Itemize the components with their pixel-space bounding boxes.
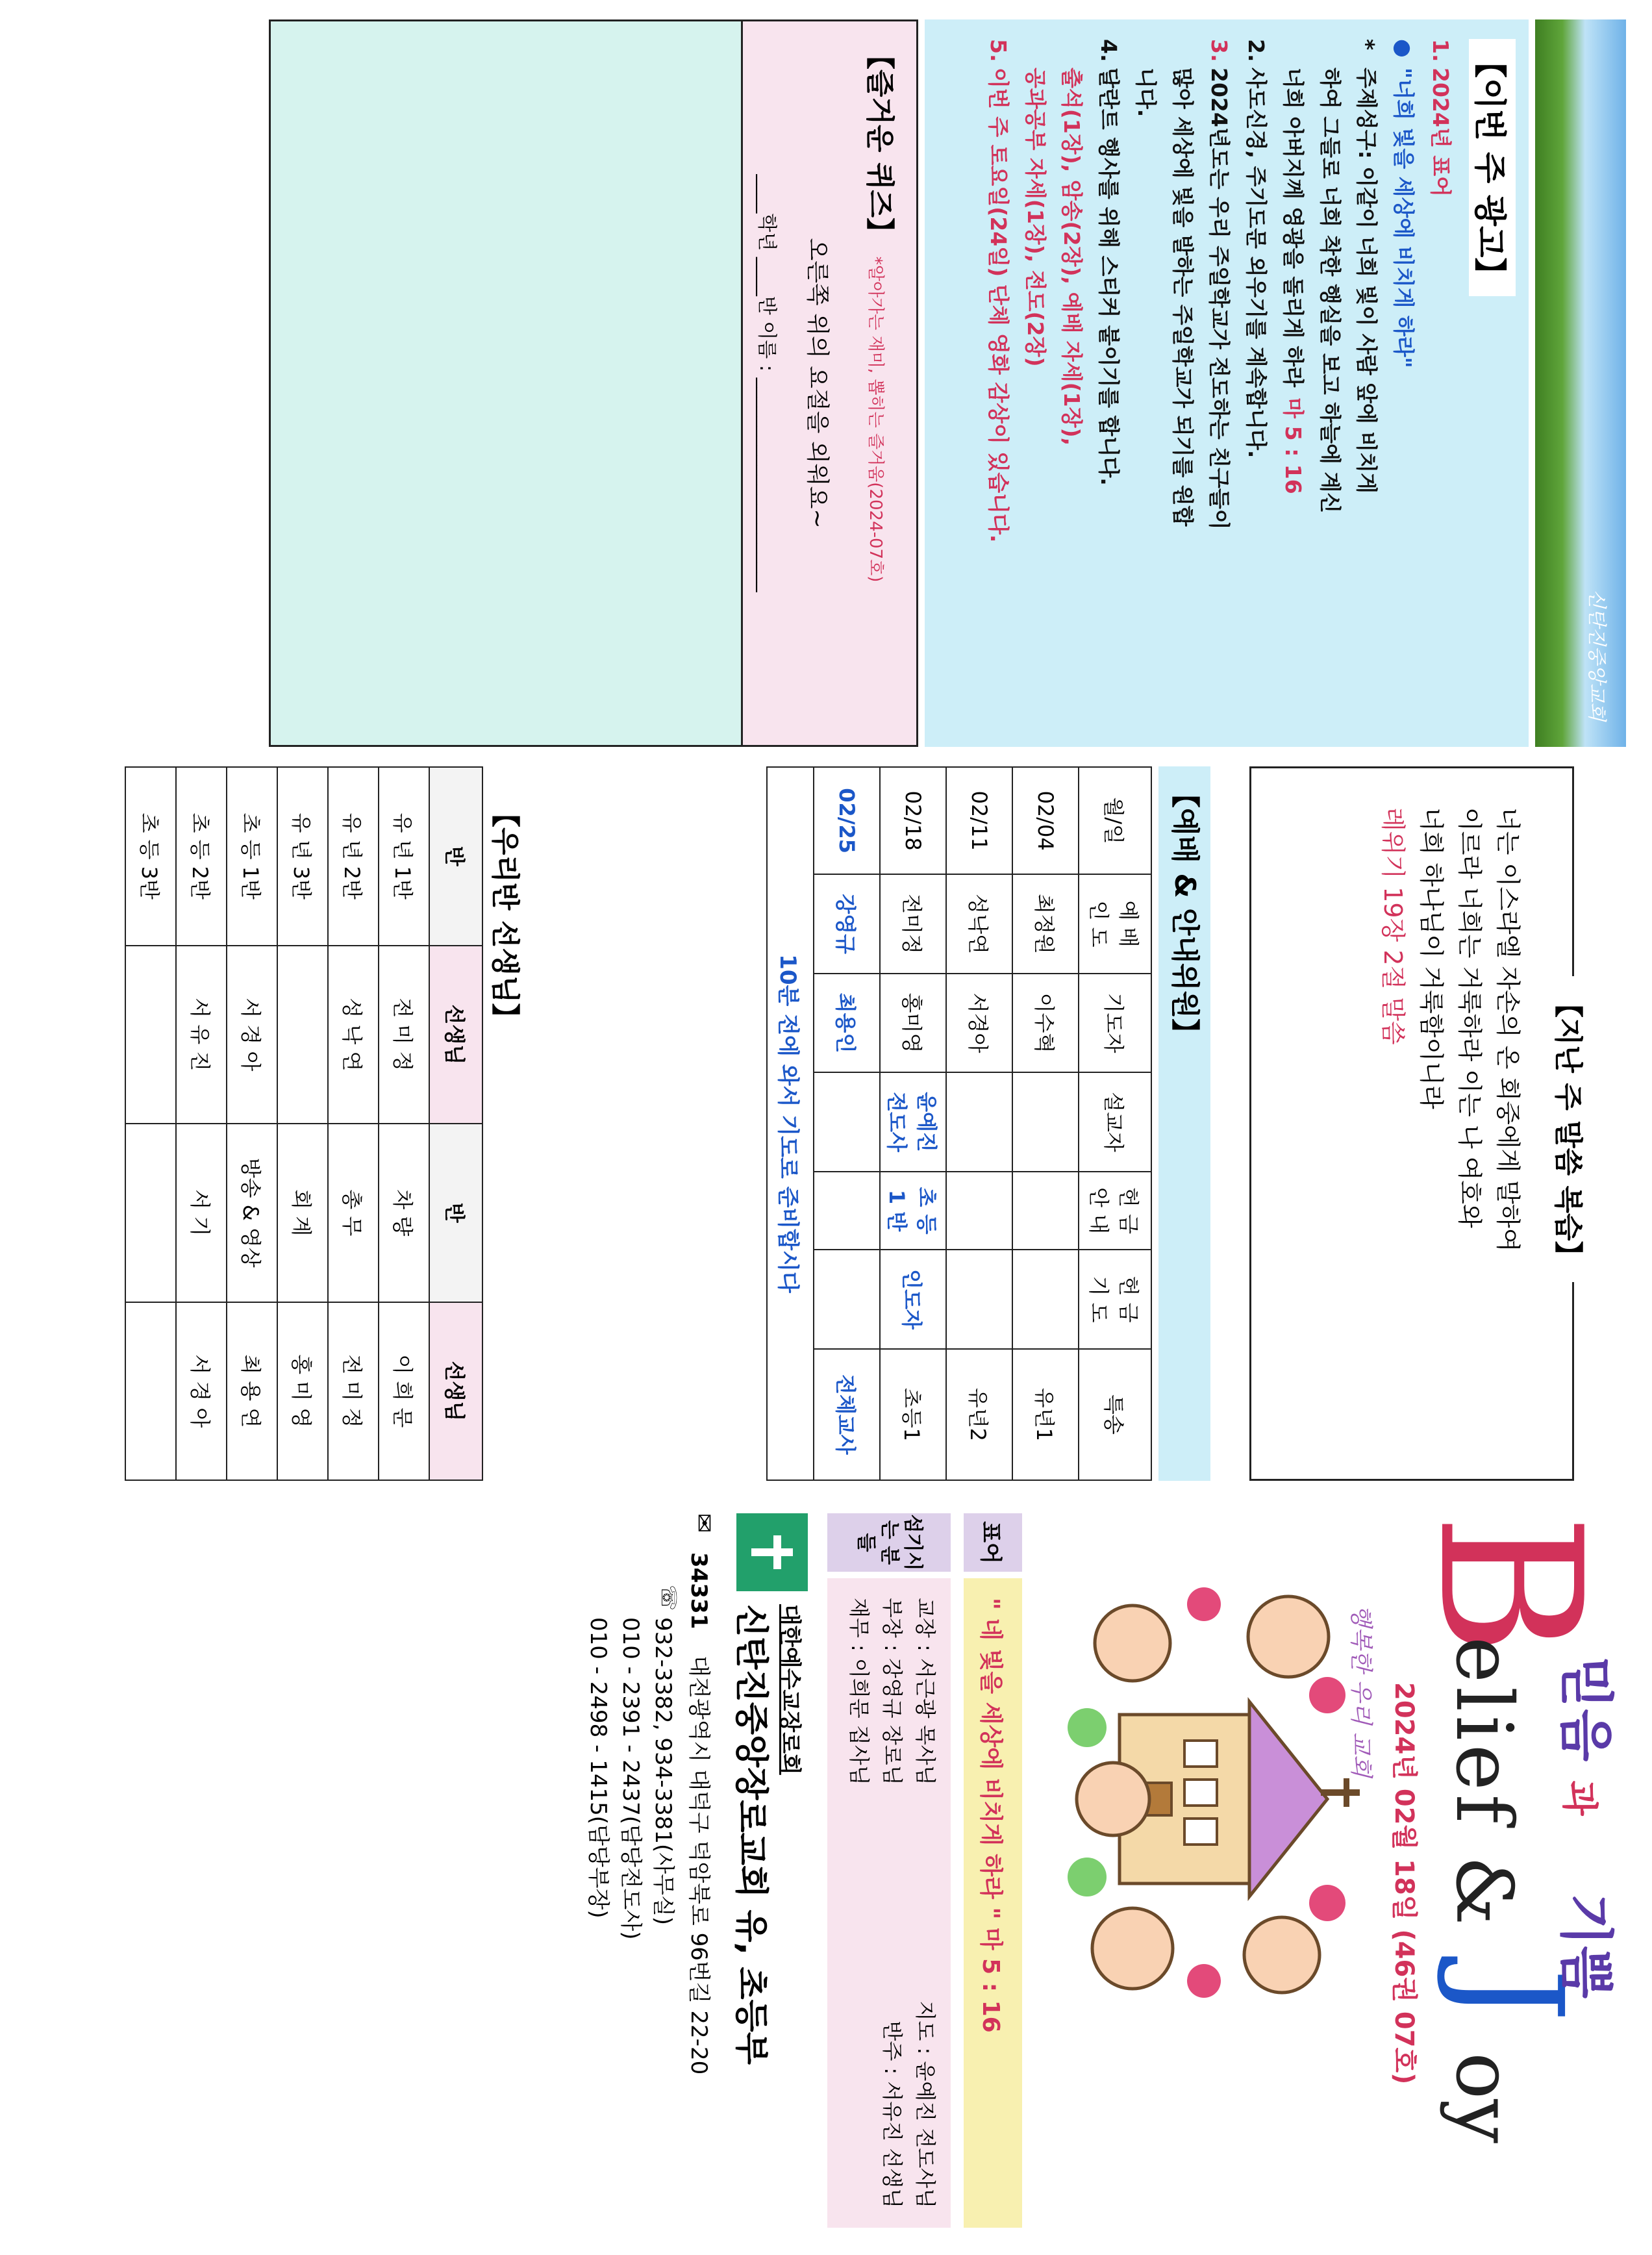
teachers-cell: 최 용 연 [227,1302,277,1481]
worship-cell [946,1250,1012,1348]
worship-header: 헌 금 안 내 [1079,1172,1151,1250]
worship-header: 기도자 [1079,974,1151,1072]
staff-head: 부장 : 강영규 장로님 [879,1598,905,1785]
worship-cell: 전체교사 [814,1349,880,1480]
worship-footer-row [767,767,814,1480]
worship-cell: 이수혁 [1012,974,1079,1072]
staff-row [842,1598,875,2208]
worship-cell [1012,1250,1079,1348]
ad-line [1311,39,1348,727]
worship-cell: 02/18 [880,767,946,874]
motto-text: " 네 빛을 세상에 비치게 하라 " 마 5 : 16 [977,1598,1005,2033]
teachers-cell: 유 년 3반 [277,767,328,946]
ad-line [1164,39,1201,727]
banner-image [1535,19,1626,747]
worship-cell [946,1072,1012,1171]
worship-row [880,767,946,1480]
last-week-box [1249,766,1584,1481]
last-week-line-2: 이르라 너희는 거룩하라 이는 나 여호와 [1455,807,1484,1228]
staff-box [827,1578,951,2228]
worship-header: 월/일 [1079,767,1151,874]
teachers-cell: 초 등 2반 [176,767,227,946]
mail-icon: ✉ [690,1513,717,1533]
church-illustration [1061,1565,1366,2007]
worship-row [1012,767,1079,1480]
teachers-row [277,767,328,1480]
teachers-header: 반 [429,1124,482,1302]
teachers-row [176,767,227,1480]
worship-cell: 초 등 1 반 [880,1172,946,1250]
worship-table [766,766,1152,1481]
issue-date: 2024년 02월 18일 (46권 07호) [1389,1682,1419,2085]
worship-cell [814,1250,880,1348]
worship-cell: 유년2 [946,1349,1012,1480]
ad-text: 달란트 행사를 위해 스티커 붙이기를 합니다. [1096,68,1122,486]
ad-number: 4. [1096,39,1122,62]
ad-number: ● [1391,39,1417,58]
quiz-header [741,21,916,745]
quiz-answer-line[interactable]: ____학년 ____반 이름 : ______________________ [755,174,778,592]
teachers-header: 선생님 [429,1302,482,1481]
worship-header: 특송 [1079,1349,1151,1480]
worship-cell: 최용인 [814,974,880,1072]
staff-label-text: 섬기시는 분들 [855,1514,924,1571]
worship-cell [814,1072,880,1171]
worship-cell: 유년1 [1012,1349,1079,1480]
cross-icon [746,1526,798,1578]
ad-text: 하여 그들로 너희 착한 행실을 보고 하늘에 계신 [1317,68,1343,514]
church-subtitle: 대한예수교장로회 [777,1604,803,1775]
church-name: 신탄진중앙장로교회 유, 초등부 [731,1604,770,2065]
worship-cell: 최정원 [1012,874,1079,973]
postal-code: 34331 [686,1552,712,1630]
ad-line [1421,39,1458,727]
staff-principal: 교장 : 서근광 목사님 [913,1598,938,1785]
teachers-cell: 이 희 문 [379,1302,429,1481]
title-korean [1554,1656,1618,1999]
worship-header: 설교자 [1079,1072,1151,1171]
phone-pastor: 010 - 2391 - 2437(담당전도사) [618,1617,644,1940]
teachers-cell: 유 년 2반 [328,767,379,946]
ad-line [1201,39,1238,727]
title-kr-joy: 기쁨 [1554,1893,1618,1999]
ad-number: 3. [1207,39,1233,62]
teachers-cell [125,946,176,1124]
ad-line [1348,39,1385,727]
teachers-cell: 전 미 정 [328,1302,379,1481]
teachers-cell: 전 미 정 [379,946,429,1124]
staff-accompanist: 반주 : 서유진 선생님 [879,2021,905,2208]
title-en-oy: oy [1438,2052,1529,2144]
worship-cell: 02/25 [814,767,880,874]
staff-treasurer: 재무 : 이희문 집사님 [846,1598,871,1785]
teachers-cell: 서 경 아 [176,1302,227,1481]
ad-text: 2024년 표어 [1428,68,1453,197]
worship-cell: 인도자 [880,1250,946,1348]
ad-text: 출석(1장), 암송(2장), 예배 자세(1장), [1059,68,1085,446]
teachers-cell: 서 경 아 [227,946,277,1124]
worship-cell [814,1172,880,1250]
teachers-header: 선생님 [429,946,482,1124]
title-big-b: B [1396,1513,1623,1657]
ad-number: 5. [986,39,1011,62]
worship-cell [946,1172,1012,1250]
worship-header: 헌 금 기 도 [1079,1250,1151,1348]
motto-label-text: 표어 [977,1521,1004,1564]
phone-head: 010 - 2498 - 1415(담당부장) [585,1617,611,1919]
ad-number: 2. [1244,39,1270,62]
worship-heading: 【예배 & 안내위원】 [1158,766,1210,1481]
teachers-cell [125,1124,176,1302]
last-week-line-3: 너희 하나님이 거룩함이니라 [1417,807,1446,1109]
title-big-j: J [1433,1968,1592,2023]
phone-office: 932-3382, 934-3381(사무실) [650,1617,676,1926]
ad-text: 니다. [1133,68,1158,118]
worship-cell: 홍미영 [880,974,946,1072]
teachers-cell: 서 기 [176,1124,227,1302]
ad-number: * [1354,39,1380,51]
worship-cell: 성낙연 [946,874,1012,973]
title-en-elief: elief & [1438,1637,1529,1930]
teachers-cell: 유 년 1반 [379,767,429,946]
ad-line [1090,39,1127,727]
staff-row [875,1598,908,2208]
address-line [685,1552,717,2074]
worship-cell [1012,1072,1079,1171]
worship-header-row [1079,767,1151,1480]
quiz-heading: 【즐거운 퀴즈】 [863,41,896,246]
worship-header: 예 배 인 도 [1079,874,1151,973]
ad-line [1053,39,1090,727]
worship-cell: 서경아 [946,974,1012,1072]
teachers-row [379,767,429,1480]
worship-cell: 02/11 [946,767,1012,874]
teachers-cell: 총 무 [328,1124,379,1302]
teachers-cell: 초 등 3반 [125,767,176,946]
worship-footer: 10분 전에 와서 기도로 준비합시다 [767,767,814,1480]
ad-line [1127,39,1164,727]
worship-cell: 초등1 [880,1349,946,1480]
motto-label [964,1513,1022,1572]
teachers-cell: 방송 & 영상 [227,1124,277,1302]
worship-cell: 강영규 [814,874,880,973]
teachers-cell [277,946,328,1124]
ad-text: 사도신경, 주기도문 외우기를 계속합니다. [1244,68,1270,459]
teachers-header: 반 [429,767,482,946]
phone-icon: ☏ [657,1585,681,1611]
quiz-subheading: *알아가는 재미, 뽑히는 즐거움(2024-07호) [866,256,885,583]
teachers-heading: 【우리반 선생님】 [488,799,521,1032]
ad-line [1274,39,1311,727]
teachers-header-row [429,767,482,1480]
ad-text: 많아 세상에 빛을 발하는 주일학교가 되기를 원합 [1170,68,1195,527]
worship-cell [1012,1172,1079,1250]
ads-heading: 【이번 주 광고】 [1469,39,1516,296]
ad-line [979,39,1016,727]
title-kr-and: 과 [1558,1780,1600,1816]
address: 대전광역시 대덕구 덕암북로 96번길 22-20 [686,1656,712,2075]
teachers-cell: 초 등 1반 [227,767,277,946]
teachers-row [227,767,277,1480]
ad-text: "너희 빛을 세상에 비치게 하라" [1391,68,1417,368]
ad-text: 이번 주 토요일(24일) 단체 영화 감상이 있습니다. [986,68,1011,543]
motto-box [964,1578,1022,2228]
ad-number: 1. [1428,39,1453,62]
worship-row [946,767,1012,1480]
teachers-cell: 성 낙 연 [328,946,379,1124]
teachers-cell: 차 량 [379,1124,429,1302]
worship-cell: 02/04 [1012,767,1079,874]
teachers-cell: 서 유 진 [176,946,227,1124]
teachers-cell: 회 계 [277,1124,328,1302]
quiz-question: 오른쪽 위의 요절을 외워요~ [804,238,831,529]
teachers-row [328,767,379,1480]
ad-line [1238,39,1275,727]
cover-panel [0,1487,1652,2255]
teachers-table [125,766,483,1481]
quiz-box [269,19,918,747]
ad-line [1016,39,1053,727]
teachers-cell: 홍 미 영 [277,1302,328,1481]
banner-text: 신탄진중앙교회 [1585,589,1608,721]
last-week-line-1: 너는 이스라엘 자손의 온 회중에게 말하여 [1494,807,1522,1252]
ad-text: 공과공부 자세(1장), 전도(2장) [1022,68,1048,367]
ad-line [1385,39,1422,727]
staff-guide: 지도 : 윤예진 전도사님 [913,2000,938,2208]
teachers-cell [125,1302,176,1481]
ads-box [925,19,1529,747]
illustration-caption: 행복한 우리 교회 [1347,1604,1374,1778]
last-week-reference: 레위기 19장 2절 말씀 [1379,807,1408,1045]
staff-row [908,1598,942,2208]
title-kr-faith: 믿음 [1554,1656,1618,1762]
worship-row [814,767,880,1480]
ad-text: 너희 아버지께 영광을 돌리게 하라 [1281,68,1306,388]
worship-cell: 전미정 [880,874,946,973]
last-week-heading: 【지난 주 말씀 복습】 [1550,976,1592,1282]
teachers-row [125,767,176,1480]
ad-text: 2024년도는 우리 주일학교가 전도하는 친구들이 [1207,68,1233,530]
ad-text: 주제성구: 이같이 너희 빛이 사람 앞에 비치게 [1354,68,1380,494]
worship-cell: 윤예진 전도사 [880,1072,946,1171]
staff-label [827,1513,951,1572]
ad-reference: 마 5 : 16 [1281,397,1306,494]
church-logo [736,1513,808,1591]
